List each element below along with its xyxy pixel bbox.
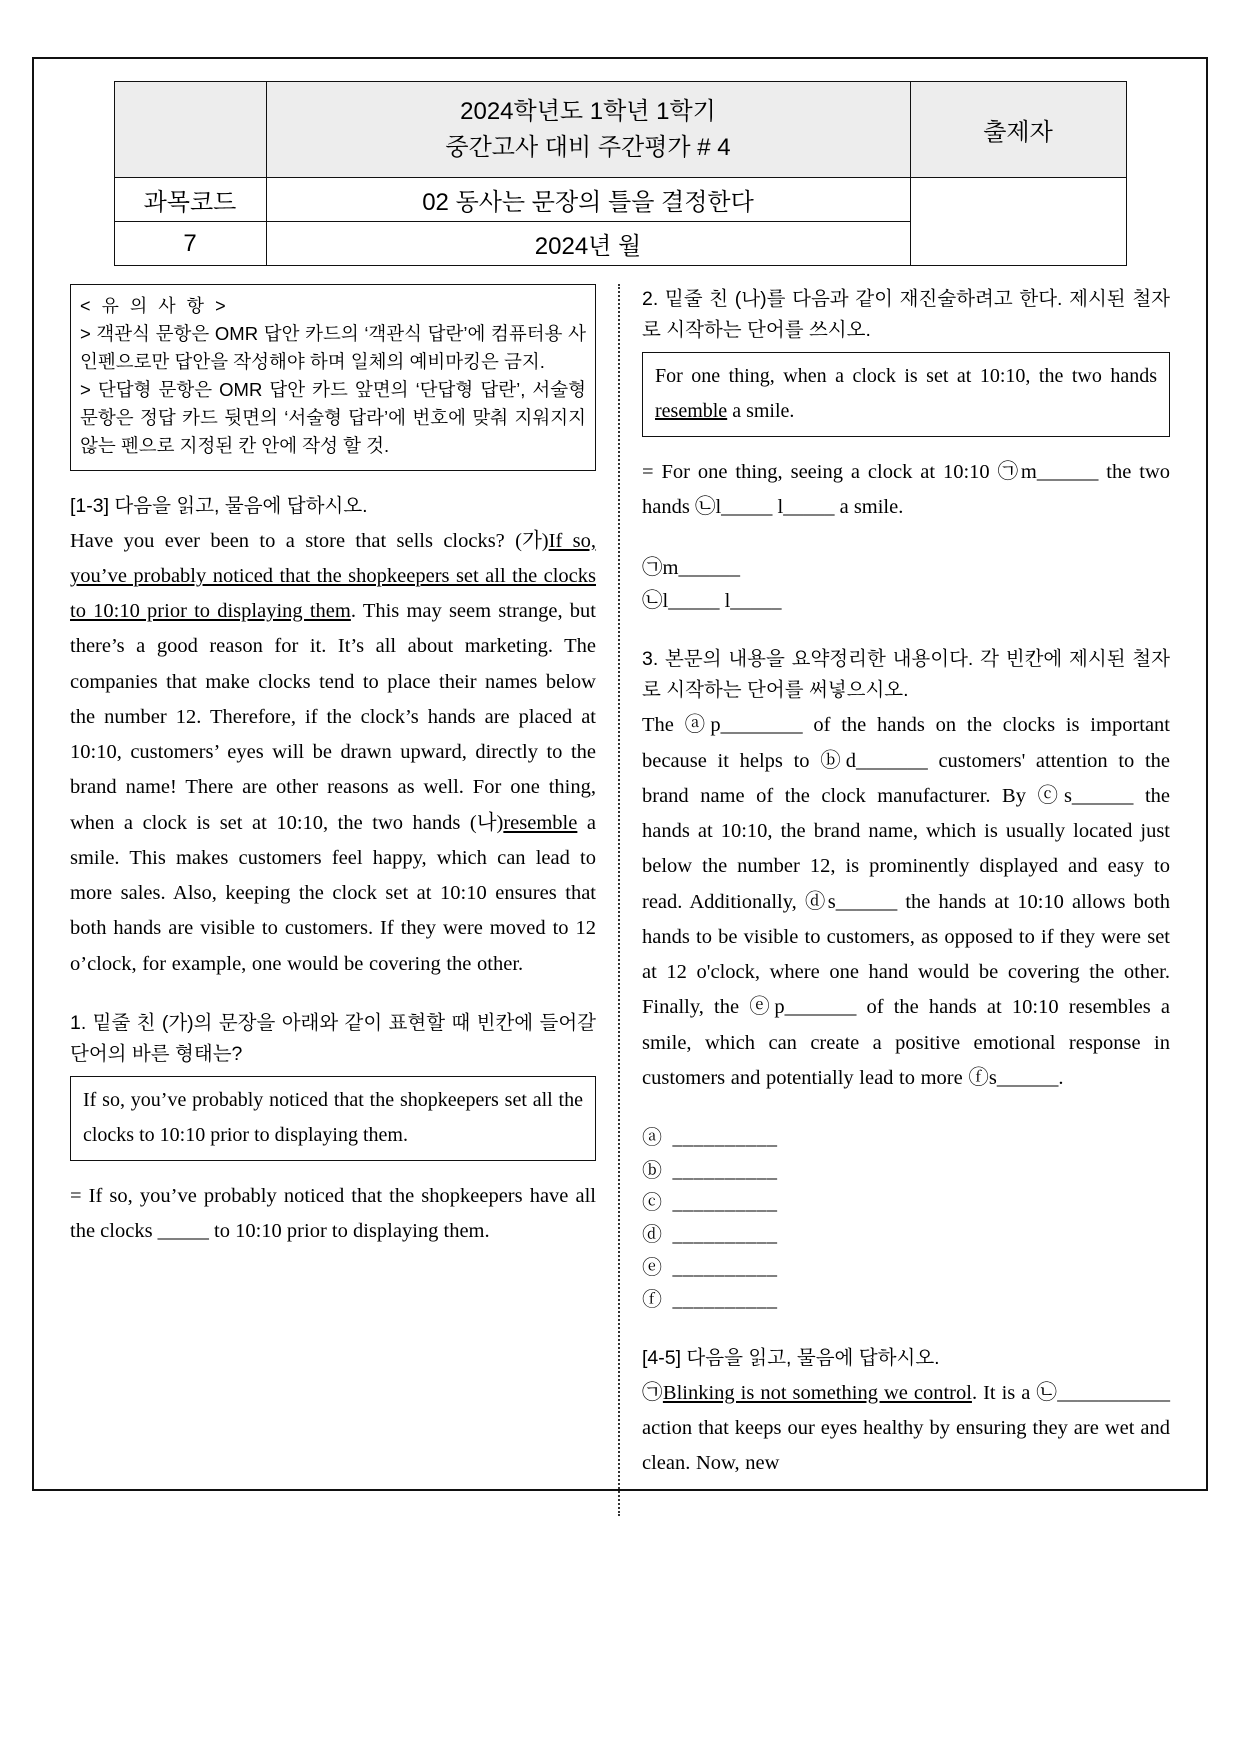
- question-2-example-box: [642, 352, 1170, 437]
- answer-marker-d: ⓓ: [642, 1224, 663, 1247]
- question-1-example-box: [70, 1076, 596, 1161]
- q2-rewrite-part-3: l_____ l_____ a smile.: [715, 496, 904, 519]
- spacer: [70, 1165, 596, 1179]
- spacer: [70, 982, 596, 1008]
- notice-line-1: > 객관식 문항은 OMR 답안 카드의 ‘객관식 답란’에 컴퓨터용 사인펜으로만 답안을 작성해야 하며 일체의 예비마킹은 금지.: [80, 323, 586, 373]
- s45-underlined: Blinking is not something we control: [662, 1381, 972, 1404]
- question-2-rewrite-line: [642, 455, 1170, 526]
- answer-row-d[interactable]: [642, 1219, 1170, 1251]
- reading-passage: [70, 524, 596, 982]
- s45-text-2: ___________ action that keeps our eyes healthy by ensuring they are wet and clean. Now, new: [642, 1381, 1171, 1475]
- exam-date-cell: 2024년 월: [266, 222, 910, 266]
- spacer: [642, 618, 1170, 644]
- q3-text-6: p_______ of the hands at 10:10 resembles a smile, which can create a positive emotional response in customers and potentially lead to more: [642, 996, 1170, 1089]
- header-row-title: [114, 82, 1126, 178]
- spacer: [642, 1096, 1170, 1122]
- question-2-prompt: 2. 밑줄 친 (나)를 다음과 같이 재진술하려고 한다. 제시된 철자로 시작하는 단어를 쓰시오.: [642, 288, 1170, 342]
- passage-marker-ga: (가): [515, 529, 549, 552]
- answer-row-a[interactable]: [642, 1122, 1170, 1154]
- header-table: [114, 81, 1127, 266]
- author-label-cell: 출제자: [910, 82, 1126, 178]
- s45-marker-a: ㉠: [642, 1381, 663, 1404]
- question-2-example-text: [655, 359, 1157, 428]
- spacer: [642, 441, 1170, 455]
- answer-row-b[interactable]: [642, 1155, 1170, 1187]
- answer-blank-e[interactable]: __________: [672, 1256, 778, 1279]
- body-columns: [58, 284, 1182, 1516]
- worksheet-page: [32, 57, 1208, 1491]
- spacer: [642, 526, 1170, 552]
- question-3-summary: [642, 708, 1170, 1096]
- passage-body-3: a smile. This makes customers feel happy, which can lead to more sales. Also, keeping the clock set at 10:10 ensures that both hands are visible to customers. If they were moved to 12 o’clock, for example, one would be covering the other.: [70, 811, 596, 975]
- right-column: [620, 284, 1182, 1516]
- s45-marker-b: ㉡: [1036, 1381, 1058, 1404]
- q2-box-part-1: For one thing, when a clock is set at 10:10, the two hands: [655, 365, 1157, 388]
- q3-text-7: s______.: [988, 1066, 1064, 1089]
- subject-name-cell: 02 동사는 문장의 틀을 결정한다: [266, 178, 910, 222]
- q3-marker-c: ⓒ: [1037, 784, 1064, 807]
- question-2-answer-a[interactable]: ㉠m______: [642, 556, 740, 579]
- exam-title-line-2: 중간고사 대비 주간평가 # 4: [445, 133, 731, 161]
- notice-box: [70, 284, 596, 471]
- answer-blank-a[interactable]: __________: [672, 1127, 778, 1150]
- author-value-cell: [910, 178, 1126, 266]
- directions-4-5: [4-5] 다음을 읽고, 물음에 답하시오.: [642, 1346, 940, 1369]
- q2-box-part-2: a smile.: [727, 399, 795, 422]
- header-blank-cell: [114, 82, 266, 178]
- q3-marker-b: ⓑ: [820, 749, 846, 772]
- q3-text-5: s______ the hands at 10:10 allows both hands to be visible to customers, as opposed to if they were set at 12 o'clock, where one hand would be covering the other. Finally, the: [642, 890, 1171, 1019]
- directions-1-3: [1-3] 다음을 읽고, 물음에 답하시오.: [70, 494, 368, 517]
- passage-marker-na: (나): [469, 811, 504, 834]
- s45-text-1: . It is a: [971, 1381, 1037, 1404]
- q2-marker-b: ㉡: [694, 496, 716, 519]
- exam-title-line-1: 2024학년도 1학년 1학기: [460, 97, 716, 125]
- answer-marker-e: ⓔ: [642, 1256, 663, 1279]
- question-1-answer-line: = If so, you’ve probably noticed that the shopkeepers have all the clocks _____ to 10:10 prior to displaying them.: [70, 1185, 596, 1243]
- answer-blank-b[interactable]: __________: [672, 1159, 778, 1182]
- answer-blank-f[interactable]: __________: [672, 1289, 778, 1312]
- answer-row-f[interactable]: [642, 1284, 1170, 1316]
- header-exam-title: [266, 82, 910, 178]
- q3-text-1: The: [642, 714, 685, 737]
- q3-marker-a: ⓐ: [684, 714, 711, 737]
- question-2-answer-b[interactable]: ㉡l_____ l_____: [642, 589, 782, 612]
- question-1-prompt: 1. 밑줄 친 (가)의 문장을 아래와 같이 표현할 때 빈칸에 들어갈 단어의 바른 형태는?: [70, 1011, 596, 1066]
- answer-row-c[interactable]: [642, 1187, 1170, 1219]
- spacer: [642, 1317, 1170, 1343]
- notice-line-2: > 단답형 문항은 OMR 답안 카드 앞면의 ‘단답형 답란’, 서술형 문항은 정답 카드 뒷면의 ‘서술형 답라’에 번호에 맞춰 지워지지 않는 펜으로 지정된 칸 안에 작성 할 것.: [80, 379, 586, 457]
- q2-marker-a: ㉠: [997, 461, 1021, 484]
- passage-body-2: . This may seem strange, but there’s a good reason for it. It’s all about marketing. The companies that make clocks tend to place their names below the number 12. Therefore, if the clock’s hands are placed at 10:10, customers’ eyes will be drawn upward, directly to the brand name! There are other reasons as well. For one thing, when a clock is set at 10:10, the two hands: [70, 600, 597, 834]
- answer-marker-a: ⓐ: [642, 1127, 663, 1150]
- q2-box-underlined: resemble: [655, 399, 728, 422]
- left-column: [58, 284, 620, 1516]
- q2-rewrite-part-2: m______ the two hands: [642, 461, 1170, 519]
- question-3-prompt: 3. 본문의 내용을 요약정리한 내용이다. 각 빈칸에 제시된 철자로 시작하는 단어를 써넣으시오.: [642, 648, 1170, 702]
- q3-text-4: s______ the hands at 10:10, the brand name, which is usually located just below the number 12, is prominently displayed and easy to read. Additionally,: [642, 784, 1170, 913]
- q3-text-2: p________ of the hands on the clocks is important because it helps to: [642, 714, 1171, 772]
- question-3-answer-list: [642, 1122, 1170, 1316]
- q3-text-3: d_______ customers' attention to the brand name of the clock manufacturer. By: [642, 749, 1171, 807]
- passage-underline-na: resemble: [503, 811, 578, 834]
- passage-underline-ga: If so, you’ve probably noticed that the shopkeepers set all the clocks to 10:10 prior to displaying them: [70, 529, 597, 623]
- header-row-subject: [114, 178, 1126, 222]
- subject-code-label: 과목코드: [114, 178, 266, 222]
- answer-marker-b: ⓑ: [642, 1159, 663, 1182]
- section-4-5-passage: [642, 1376, 1170, 1482]
- question-1-example-text: If so, you’ve probably noticed that the shopkeepers set all the clocks to 10:10 prior to displaying them.: [83, 1089, 583, 1146]
- answer-marker-f: ⓕ: [642, 1289, 663, 1312]
- q2-rewrite-part-1: = For one thing, seeing a clock at 10:10: [642, 461, 998, 484]
- answer-row-e[interactable]: [642, 1252, 1170, 1284]
- subject-code-value: 7: [114, 222, 266, 266]
- answer-marker-c: ⓒ: [642, 1191, 663, 1214]
- q3-marker-e: ⓔ: [749, 996, 775, 1019]
- answer-blank-d[interactable]: __________: [672, 1224, 778, 1247]
- q3-marker-d: ⓓ: [804, 890, 828, 913]
- notice-title: < 유 의 사 항 >: [80, 296, 229, 316]
- passage-sentence-1: Have you ever been to a store that sells clocks?: [70, 529, 505, 552]
- q3-marker-f: ⓕ: [968, 1066, 989, 1089]
- answer-blank-c[interactable]: __________: [672, 1191, 778, 1214]
